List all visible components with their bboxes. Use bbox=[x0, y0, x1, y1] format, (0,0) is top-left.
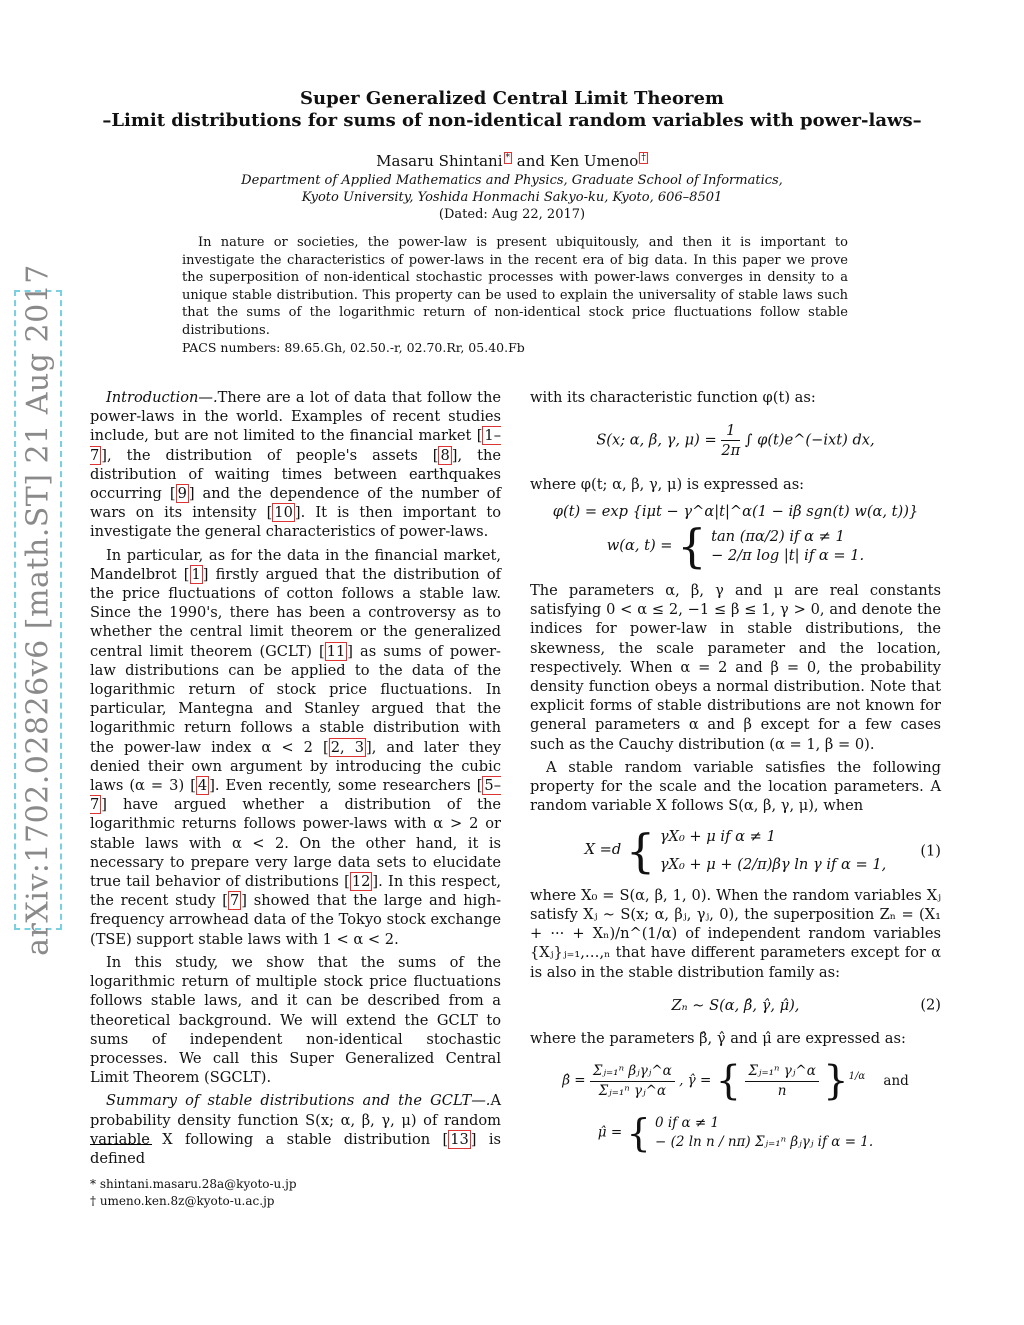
pacs-numbers: PACS numbers: 89.65.Gh, 02.50.-r, 02.70.Rr, 05.40.Fb bbox=[182, 340, 525, 355]
citation-link[interactable]: 2, 3 bbox=[330, 738, 364, 756]
citation-link[interactable]: 4 bbox=[197, 777, 208, 795]
text-run: firstly argued that the distribution of the price fluctuations of cotton follows a stable law. Since the 1990's, there has been a controversy as to whether the central limit theorem or the generalized central limit theorem (GCLT) bbox=[90, 565, 502, 660]
text-run: . It is then important to investigate the general characteristics of power-laws. bbox=[90, 504, 501, 541]
text-run: In particular, as for the data in the financial market, Mandelbrot bbox=[90, 546, 501, 583]
eq-w-lhs: w(α, t) = bbox=[606, 537, 673, 555]
eq-mu-case-2: − (2 ln n / nπ) Σⱼ₌₁ⁿ βⱼγⱼ if α = 1. bbox=[654, 1134, 874, 1151]
eq-w-case-2: − 2/π log |t| if α = 1. bbox=[711, 547, 865, 565]
paragraph-superposition: where X₀ = S(α, β, 1, 0). When the random variables Xⱼ satisfy Xⱼ ∼ S(x; α, βⱼ, γⱼ, 0), the superposition Zₙ = (X₁ + ··· + Xₙ)/n^(1/α) of independent random variables {Xⱼ}ⱼ₌₁,…,ₙ that have different parameters except for α is also in the stable distribution family as: bbox=[530, 886, 941, 981]
text-run: as sums of power-law distributions can be applied to the data of the logarithmic return of stock price fluctuations. In particular, Mantegna and Stanley argued that the logarithmic return follows a stable distribution with the power-law index α < 2 bbox=[90, 642, 501, 756]
paragraph-stable-property: A stable random variable satisfies the following property for the scale and the location parameters. A random variable X follows S(α, β, γ, μ), when bbox=[530, 758, 941, 815]
right-column bbox=[530, 388, 941, 1160]
author-2: Ken Umeno bbox=[549, 152, 639, 170]
text-run: There are a lot of data that follow the power-laws in the world. Examples of recent studies include, but are not limited to the financial market bbox=[90, 389, 501, 445]
eq-density-fraction bbox=[721, 421, 740, 460]
footnote-1-email[interactable]: * shintani.masaru.28a@kyoto-u.jp bbox=[90, 1177, 297, 1191]
text-run: is defined bbox=[90, 1130, 502, 1167]
paragraph-this-study: In this study, we show that the sums of the logarithmic return of multiple stock price fluctuations follows stable laws, and it can be described from a theoretical background. We will extend the GCLT to sums of independent non-identical stochastic processes. We call this Super Generalized Central Limit Theorem (SGCLT). bbox=[90, 953, 501, 1087]
equation-1 bbox=[530, 823, 941, 878]
equation-density bbox=[530, 421, 941, 460]
left-brace-icon: { bbox=[677, 519, 707, 574]
paragraph-parameters: The parameters α, β, γ and μ are real constants satisfying 0 < α ≤ 2, −1 ≤ β ≤ 1, γ > 0, and denote the indices for power-law in stable distributions, the skewness, the scale parameter and the location, respectively. When α = 2 and β = 0, the probability density function obeys a normal distribution. Note that explicit forms of stable distributions are not known for general parameters α and β except for a few cases such as the Cauchy distribution (α = 1, β = 0). bbox=[530, 582, 941, 753]
arxiv-stamp-text: arXiv:1702.02826v6 [math.ST] 21 Aug 2017 bbox=[20, 264, 56, 956]
citation-link[interactable]: 1 bbox=[191, 565, 201, 583]
title-line-1: Super Generalized Central Limit Theorem bbox=[300, 88, 724, 109]
author-2-footnote-link[interactable]: † bbox=[641, 153, 646, 163]
eq-and: and bbox=[883, 1072, 909, 1089]
arxiv-stamp bbox=[14, 264, 62, 956]
eq1-cases bbox=[660, 827, 887, 873]
eq-gamma-fraction bbox=[745, 1062, 818, 1101]
eq1-case-1: γX₀ + μ if α ≠ 1 bbox=[659, 828, 776, 846]
paragraph-summary: Summary of stable distributions and the GCLT—.A probability density function S(x; α, β, γ, μ) of random variable X following a stable distribution [ 13 ] is defined bbox=[90, 1092, 502, 1167]
affiliation-line-2: Kyoto University, Yoshida Honmachi Sakyo-ku, Kyoto, 606–8501 bbox=[301, 190, 723, 205]
affiliation bbox=[0, 172, 1024, 206]
eq-beta-lhs: β̂ = bbox=[562, 1072, 586, 1089]
eq2-body: Zₙ ∼ S(α, β̂, γ̂, μ̂), bbox=[671, 996, 800, 1014]
text-run: , the distribution of people's assets bbox=[107, 446, 433, 464]
eq-w-case-1: tan (πα/2) if α ≠ 1 bbox=[711, 527, 845, 545]
text-run: have argued whether a distribution of the logarithmic returns follows power-laws with α > 2 or stable laws with α < 2. On the other hand, it is necessary to prepare very large data sets to elucidate true tail behavior of distributions bbox=[90, 796, 501, 891]
eq-density-lhs: S(x; α, β, γ, μ) = bbox=[596, 431, 717, 449]
eq-mu-lhs: μ̂ = bbox=[597, 1124, 623, 1141]
left-brace-icon: { bbox=[625, 823, 656, 878]
equation-number-2: (2) bbox=[920, 996, 941, 1014]
citation-link[interactable]: 9 bbox=[177, 485, 187, 503]
paragraph-characteristic: with its characteristic function φ(t) as: bbox=[530, 389, 816, 406]
dated: (Dated: Aug 22, 2017) bbox=[438, 207, 586, 222]
equation-mu bbox=[530, 1110, 941, 1156]
text-run: , and later they denied their own argument by introducing the cubic laws (α = 3) bbox=[90, 738, 501, 795]
footnote-rule bbox=[90, 1144, 152, 1145]
citation-link[interactable]: 5–7 bbox=[90, 777, 501, 814]
footnote-2-email[interactable]: † umeno.ken.8z@kyoto-u.ac.jp bbox=[90, 1194, 275, 1208]
paragraph-financial-market: In particular, as for the data in the financial market, Mandelbrot [ 1 ] firstly argued that the distribution of the price fluctuations of cotton follows a stable law. Since the 1990's, there has been a controversy as to whether the central limit theorem or the generalized central limit theorem (GCLT) [ 11 ] as sums of power-law distributions can be applied to the data of the logarithmic return of stock price fluctuations. In particular, Mantegna and Stanley argued that the logarithmic return follows a stable distribution with the power-law index α < 2 [ 2, 3 ], and later they denied their own argument by introducing the cubic laws (α = 3) [ 4 ]. Even recently, some researchers [ 5–7 ] have argued whether a distribution of the logarithmic returns follows power-laws with α > 2 or stable laws with α < 2. On the other hand, it is necessary to prepare very large data sets to elucidate true tail behavior of distributions [ 12 ]. In this respect, the recent study [ 7 ] showed that the large and high-frequency arrowhead data of the Tokyo stock exchange (TSE) support stable laws with 1 < α < 2. bbox=[90, 546, 502, 948]
text-run: A probability density function S(x; α, β, γ, μ) of random variable X following a stable distribution bbox=[90, 1092, 501, 1148]
author-1: Masaru Shintani bbox=[376, 152, 503, 170]
text-run: showed that the large and high-frequency arrowhead data of the Tokyo stock exchange (TSE) support stable laws with 1 < α < 2. bbox=[90, 892, 502, 948]
citation-link[interactable]: 7 bbox=[229, 892, 240, 910]
text-run: and the dependence of the number of wars on its intensity bbox=[90, 485, 501, 522]
citation-link[interactable]: 1–7 bbox=[90, 427, 501, 464]
footnotes bbox=[90, 1176, 297, 1210]
right-brace-icon: } bbox=[823, 1058, 849, 1105]
text-run: . Even recently, some researchers bbox=[214, 777, 477, 795]
eq1-lhs: X =d bbox=[584, 841, 622, 859]
equation-w bbox=[530, 519, 941, 574]
eq-gamma-lhs: , γ̂ = bbox=[679, 1072, 712, 1089]
intro-heading: Introduction—. bbox=[106, 389, 218, 406]
citation-link[interactable]: 11 bbox=[326, 642, 346, 660]
affiliation-line-1: Department of Applied Mathematics and Physics, Graduate School of Informatics, bbox=[241, 173, 783, 188]
citation-link[interactable]: 8 bbox=[440, 446, 450, 464]
citation-link[interactable]: 10 bbox=[274, 504, 293, 522]
eq-mu-cases bbox=[655, 1114, 873, 1152]
frac-den: n bbox=[777, 1082, 787, 1099]
abstract: In nature or societies, the power-law is present ubiquitously, and then it is important to investigate the characteristics of power-laws in the recent era of big data. In this paper we prove the superposition of non-identical stochastic processes with power-laws converges in density to a unique stable distribution. This property can be used to explain the universality of stable laws such that the sums of the logarithmic return of non-identical stock price fluctuations follow stable distributions. bbox=[182, 235, 848, 338]
equation-2 bbox=[530, 996, 941, 1015]
left-brace-icon: { bbox=[626, 1111, 651, 1156]
title-line-2: –Limit distributions for sums of non-identical random variables with power-laws– bbox=[102, 110, 922, 131]
eq-w-cases bbox=[711, 527, 864, 565]
frac-num: 1 bbox=[721, 421, 740, 441]
paragraph-phi: where φ(t; α, β, γ, μ) is expressed as: bbox=[530, 475, 805, 493]
text-run: , the distribution of waiting times between earthquakes occurring bbox=[90, 446, 501, 503]
eq-gamma-exponent: 1/α bbox=[848, 1071, 866, 1083]
summary-heading: Summary of stable distributions and the GCLT—. bbox=[106, 1092, 491, 1110]
intro-paragraph: Introduction—.There are a lot of data that follow the power-laws in the world. Examples of recent studies include, but are not limited to the financial market [ 1–7 ], the distribution of people's assets [ 8 ], the distribution of waiting times between earthquakes occurring [ 9 ] and the dependence of the number of wars on its intensity [ 10 ]. It is then important to investigate the general characteristics of power-laws. bbox=[90, 389, 501, 541]
authors bbox=[0, 152, 1024, 170]
eq1-case-2: γX₀ + μ + (2/π)βγ ln γ if α = 1, bbox=[659, 855, 887, 873]
left-brace-icon: { bbox=[715, 1058, 742, 1105]
eq-density-rhs: ∫ φ(t)e^(−ixt) dx, bbox=[744, 431, 875, 449]
eq-beta-fraction bbox=[590, 1062, 675, 1101]
paragraph-hat-params: where the parameters β̂, γ̂ and μ̂ are expressed as: bbox=[530, 1030, 906, 1048]
left-column bbox=[90, 388, 501, 1168]
equation-number-1: (1) bbox=[920, 842, 941, 860]
citation-link[interactable]: 13 bbox=[450, 1130, 469, 1148]
text-run: . In this respect, the recent study bbox=[90, 873, 501, 910]
frac-num: Σⱼ₌₁ⁿ γⱼ^α bbox=[745, 1062, 818, 1082]
frac-den: Σⱼ₌₁ⁿ γⱼ^α bbox=[598, 1082, 667, 1099]
eq-mu-case-1: 0 if α ≠ 1 bbox=[654, 1115, 720, 1132]
equation-beta-gamma bbox=[530, 1058, 941, 1104]
frac-num: Σⱼ₌₁ⁿ βⱼγⱼ^α bbox=[590, 1062, 675, 1082]
equation-phi: φ(t) = exp {iμt − γ^α|t|^α(1 − iβ sgn(t) w(α, t))} bbox=[552, 502, 919, 520]
frac-den: 2π bbox=[721, 442, 741, 460]
author-and: and bbox=[516, 152, 546, 170]
citation-link[interactable]: 12 bbox=[351, 873, 371, 891]
author-1-footnote-link[interactable]: * bbox=[505, 153, 511, 163]
paper-title bbox=[0, 88, 1024, 132]
